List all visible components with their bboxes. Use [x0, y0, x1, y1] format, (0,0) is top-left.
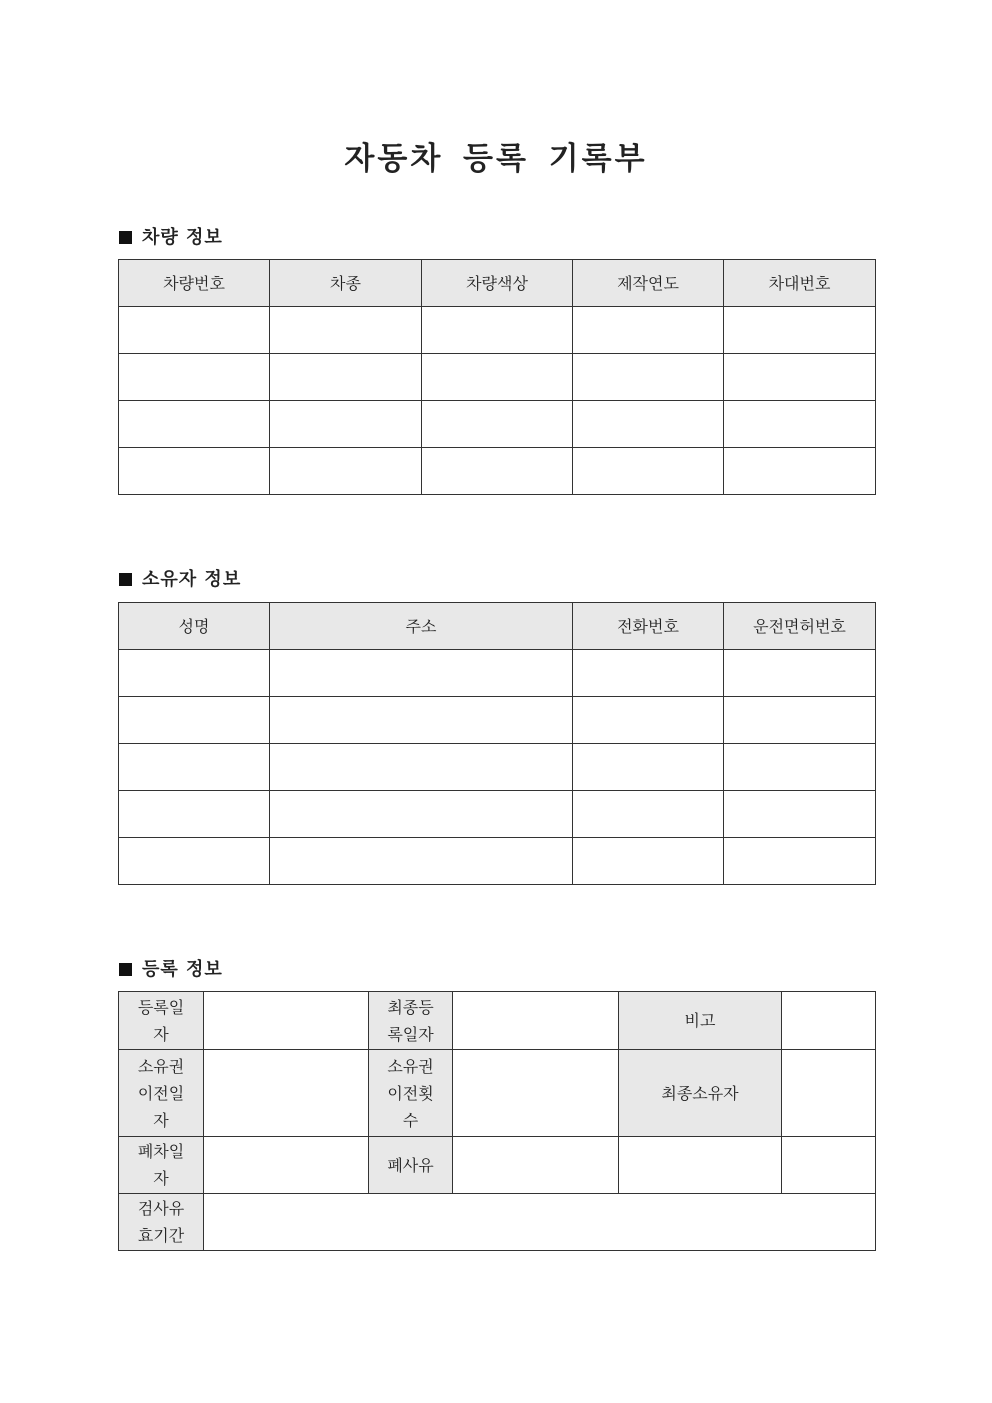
header-cell: 전화번호 — [573, 603, 724, 650]
section-heading-owner — [119, 565, 241, 591]
square-bullet-icon — [119, 231, 132, 244]
input-cell[interactable] — [782, 1050, 876, 1137]
table-row — [119, 354, 876, 401]
input-cell[interactable] — [119, 744, 270, 791]
input-cell[interactable] — [270, 838, 573, 885]
input-cell[interactable] — [573, 401, 724, 448]
input-cell[interactable] — [119, 448, 270, 495]
input-cell[interactable] — [270, 354, 422, 401]
input-cell[interactable] — [270, 307, 422, 354]
label-cell: 비고 — [619, 992, 782, 1050]
header-cell: 차량색상 — [422, 260, 573, 307]
input-cell[interactable] — [573, 307, 724, 354]
table-row — [119, 697, 876, 744]
table-row — [119, 650, 876, 697]
table-header-row — [119, 260, 876, 307]
input-cell[interactable] — [119, 650, 270, 697]
input-cell[interactable] — [453, 1050, 619, 1137]
input-cell[interactable] — [422, 307, 573, 354]
input-cell[interactable] — [573, 354, 724, 401]
table-row — [119, 791, 876, 838]
table-row — [119, 1194, 876, 1251]
input-cell[interactable] — [119, 791, 270, 838]
label-cell: 최종등 록일자 — [369, 992, 453, 1050]
vehicle-table — [118, 259, 876, 495]
header-cell: 제작연도 — [573, 260, 724, 307]
section-title: 소유자 정보 — [142, 569, 242, 590]
label-cell: 소유권 이전횟 수 — [369, 1050, 453, 1137]
input-cell[interactable] — [204, 1137, 369, 1194]
input-cell[interactable] — [573, 650, 724, 697]
section-heading-registration — [119, 955, 223, 981]
table-row — [119, 744, 876, 791]
table-row — [119, 838, 876, 885]
page-title: 자동차 등록 기록부 — [344, 141, 648, 177]
input-cell[interactable] — [724, 697, 876, 744]
input-cell[interactable] — [619, 1137, 782, 1194]
header-cell: 차대번호 — [724, 260, 876, 307]
label-cell: 검사유 효기간 — [119, 1194, 204, 1251]
header-cell: 성명 — [119, 603, 270, 650]
label-cell: 등록일 자 — [119, 992, 204, 1050]
input-cell[interactable] — [573, 697, 724, 744]
table-row — [119, 1050, 876, 1137]
section-heading-vehicle — [119, 223, 223, 249]
input-cell[interactable] — [422, 448, 573, 495]
input-cell[interactable] — [204, 1050, 369, 1137]
input-cell[interactable] — [270, 744, 573, 791]
input-cell[interactable] — [573, 838, 724, 885]
input-cell[interactable] — [119, 401, 270, 448]
input-cell[interactable] — [119, 838, 270, 885]
input-cell[interactable] — [724, 448, 876, 495]
input-cell[interactable] — [204, 1194, 876, 1251]
input-cell[interactable] — [270, 448, 422, 495]
input-cell[interactable] — [782, 1137, 876, 1194]
input-cell[interactable] — [724, 401, 876, 448]
input-cell[interactable] — [724, 307, 876, 354]
input-cell[interactable] — [453, 1137, 619, 1194]
square-bullet-icon — [119, 963, 132, 976]
input-cell[interactable] — [270, 791, 573, 838]
input-cell[interactable] — [204, 992, 369, 1050]
input-cell[interactable] — [724, 354, 876, 401]
header-cell: 차종 — [270, 260, 422, 307]
input-cell[interactable] — [573, 448, 724, 495]
input-cell[interactable] — [573, 791, 724, 838]
table-row — [119, 1137, 876, 1194]
table-row — [119, 307, 876, 354]
input-cell[interactable] — [422, 354, 573, 401]
table-row — [119, 992, 876, 1050]
input-cell[interactable] — [119, 697, 270, 744]
input-cell[interactable] — [119, 354, 270, 401]
square-bullet-icon — [119, 573, 132, 586]
input-cell[interactable] — [453, 992, 619, 1050]
table-row — [119, 401, 876, 448]
owner-table — [118, 602, 876, 885]
registration-table — [118, 991, 876, 1251]
input-cell[interactable] — [119, 307, 270, 354]
input-cell[interactable] — [724, 650, 876, 697]
input-cell[interactable] — [782, 992, 876, 1050]
input-cell[interactable] — [270, 697, 573, 744]
label-cell: 폐차일 자 — [119, 1137, 204, 1194]
label-cell: 소유권 이전일 자 — [119, 1050, 204, 1137]
input-cell[interactable] — [724, 791, 876, 838]
table-header-row — [119, 603, 876, 650]
input-cell[interactable] — [573, 744, 724, 791]
header-cell: 운전면허번호 — [724, 603, 876, 650]
label-cell: 폐사유 — [369, 1137, 453, 1194]
section-title: 등록 정보 — [142, 959, 223, 980]
section-title: 차량 정보 — [142, 227, 223, 248]
input-cell[interactable] — [270, 401, 422, 448]
label-cell: 최종소유자 — [619, 1050, 782, 1137]
input-cell[interactable] — [724, 744, 876, 791]
header-cell: 주소 — [270, 603, 573, 650]
table-row — [119, 448, 876, 495]
header-cell: 차량번호 — [119, 260, 270, 307]
input-cell[interactable] — [422, 401, 573, 448]
input-cell[interactable] — [270, 650, 573, 697]
input-cell[interactable] — [724, 838, 876, 885]
